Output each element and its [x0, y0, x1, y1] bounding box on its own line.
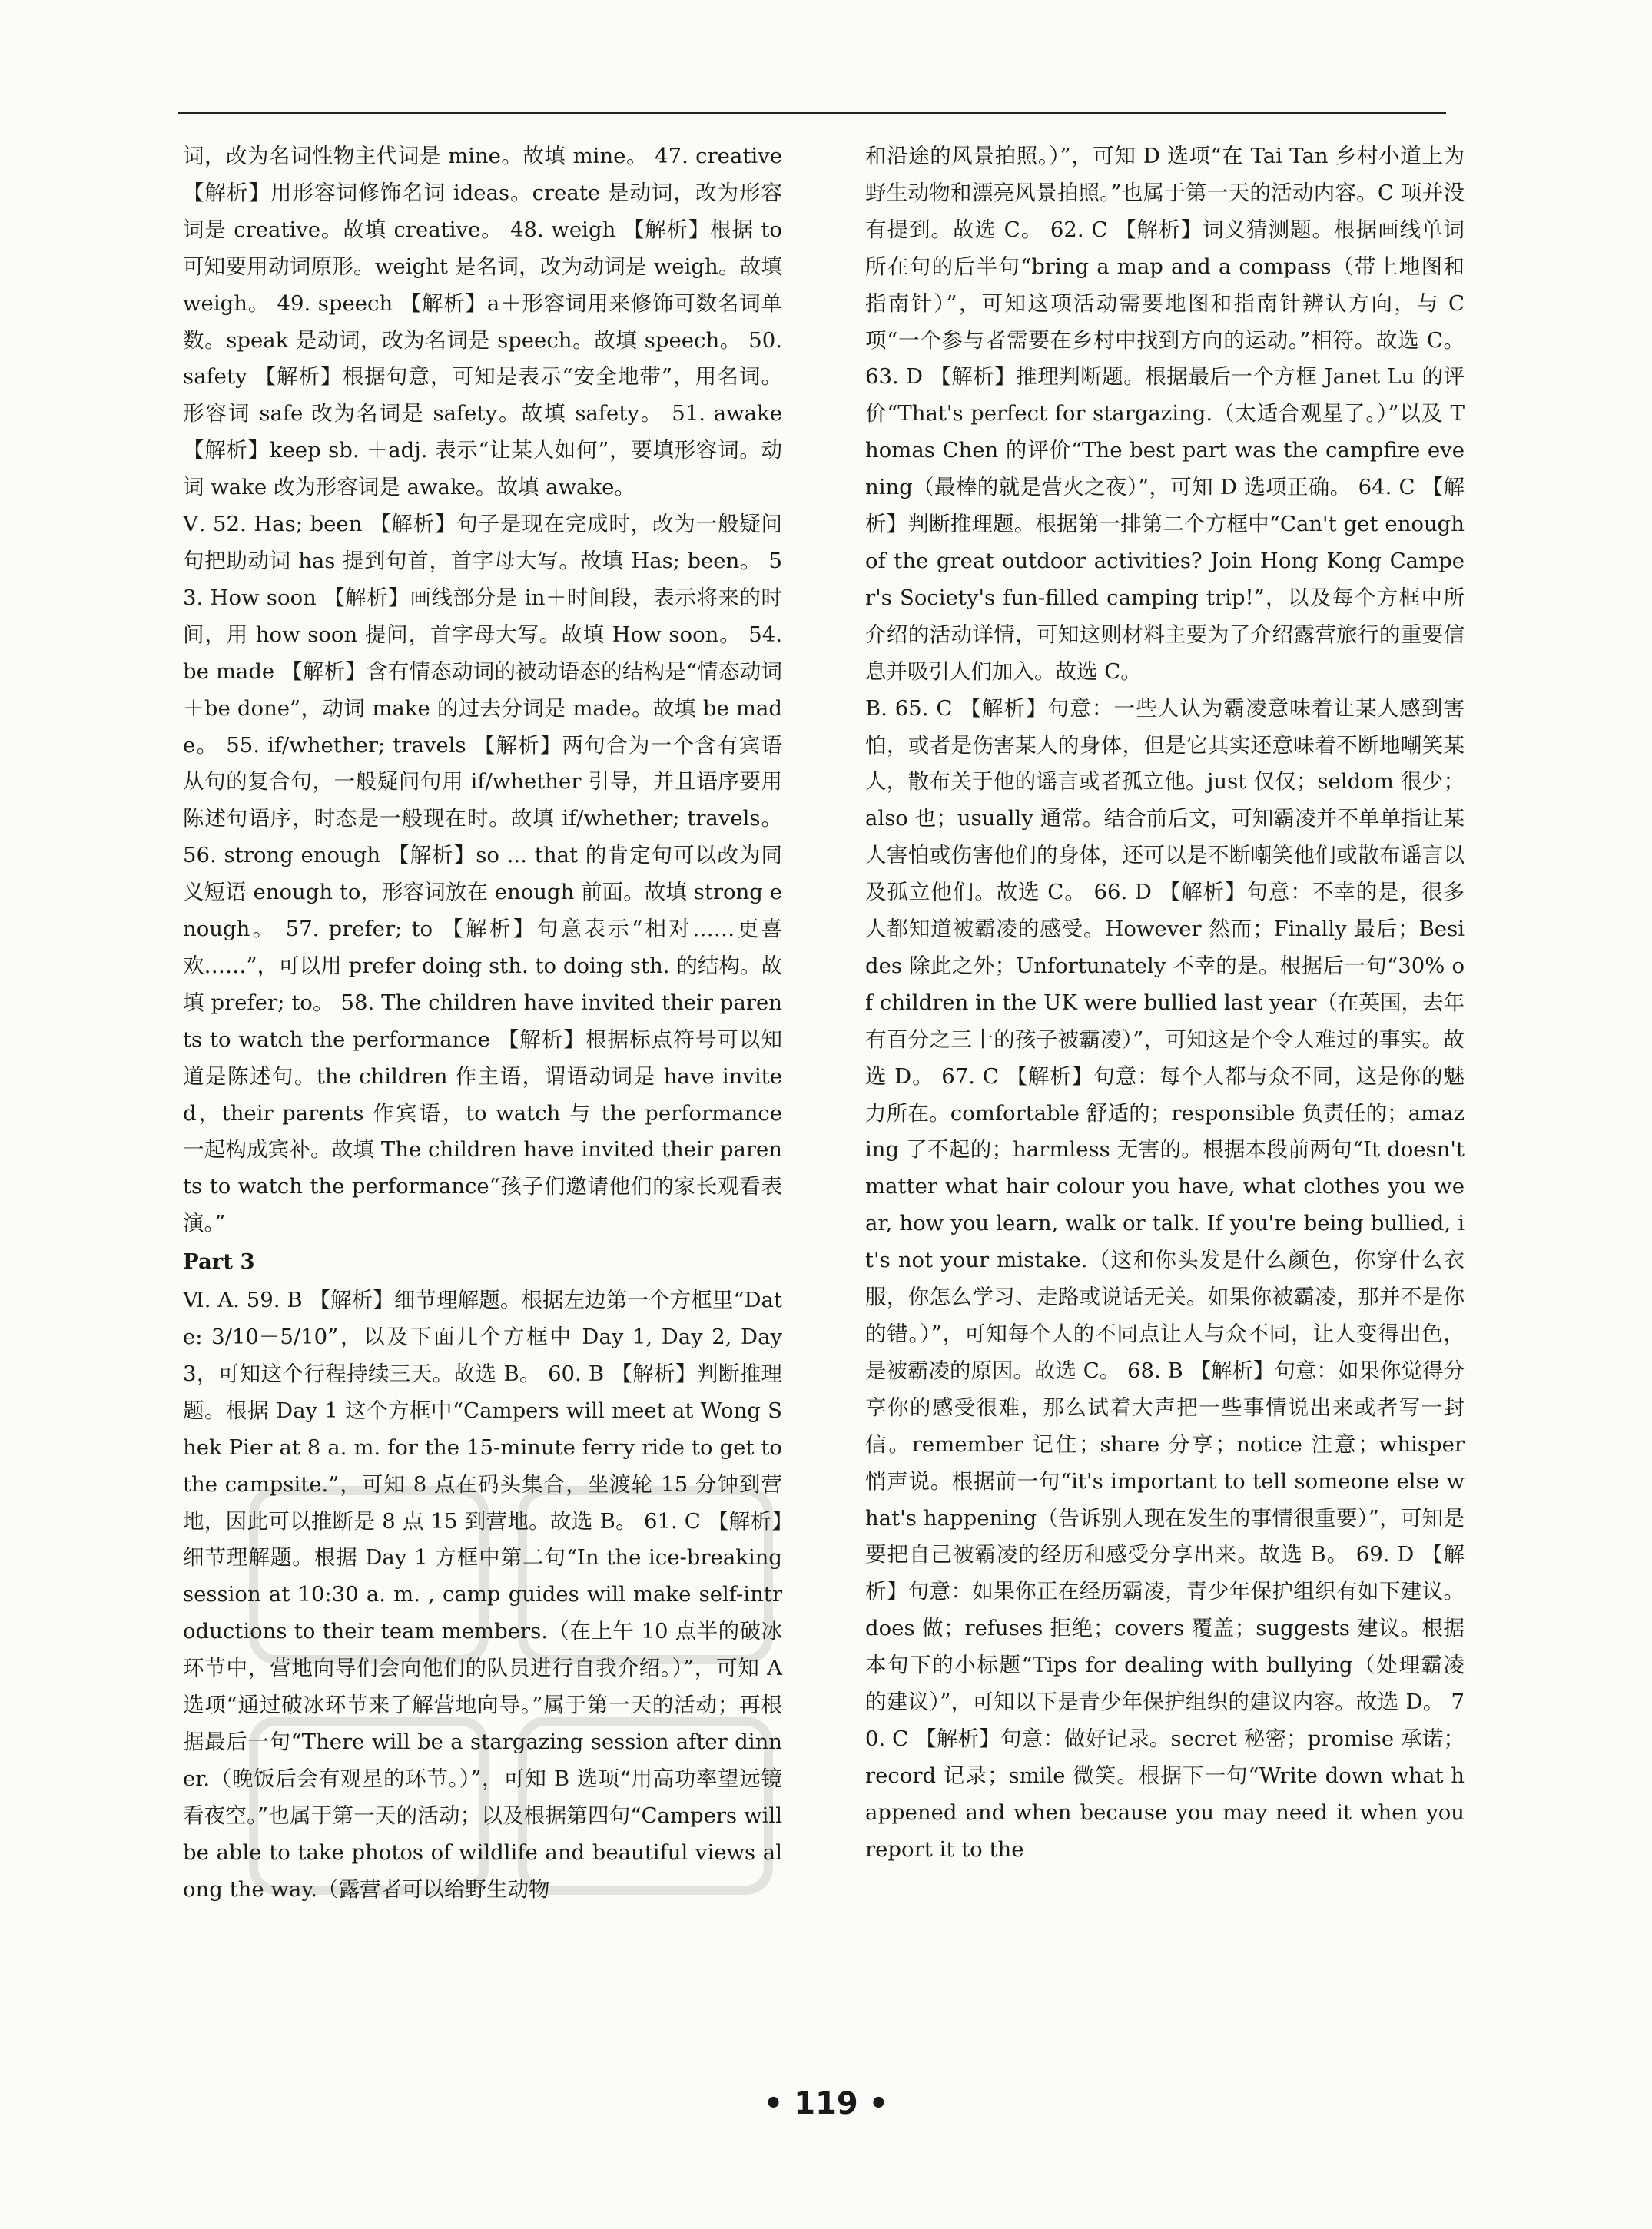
paragraph-section-b: B. 65. C 【解析】句意：一些人认为霸凌意味着让某人感到害怕，或者是伤害某人的身体，但是它其实还意味着不断地嘲笑某人，散布关于他的谣言或者孤立他。just 仅仅；seldom 很少；also 也；usually 通常。结合前后文，可知霸凌并不单单指让某人害怕或伤害他们的身体，还可以是不断嘲笑他们或散布谣言以及孤立他们。故选 C。 66. D 【解析】句意：不幸的是，很多人都知道被霸凌的感受。However 然而；Finally 最后；Besides 除此之外；Unfortunately 不幸的是。根据后一句“30% of children in the UK were bullied last year（在英国，去年有百分之三十的孩子被霸凌）”，可知这是个令人难过的事实。故选 D。 67. C 【解析】句意：每个人都与众不同，这是你的魅力所在。comfortable 舒适的；responsible 负责任的；amazing 了不起的；harmless 无害的。根据本段前两句“It doesn't matter what hair colour you have, what clothes you wear, how you learn, walk or talk. If you're being bullied, it's not your mistake.（这和你头发是什么颜色，你穿什么衣服，你怎么学习、走路或说话无关。如果你被霸凌，那并不是你的错。）”，可知每个人的不同点让人与众不同，让人变得出色，是被霸凌的原因。故选 C。 68. B 【解析】句意：如果你觉得分享你的感受很难，那么试着大声把一些事情说出来或者写一封信。remember 记住；share 分享；notice 注意；whisper 悄声说。根据前一句“it's important to tell someone else what's happening（告诉别人现在发生的事情很重要）”，可知是要把自己被霸凌的经历和感受分享出来。故选 B。 69. D 【解析】句意：如果你正在经历霸凌，青少年保护组织有如下建议。does 做；refuses 拒绝；covers 覆盖；suggests 建议。根据本句下的小标题“Tips for dealing with bullying（处理霸凌的建议）”，可知以下是青少年保护组织的建议内容。故选 D。 70. C 【解析】句意：做好记录。secret 秘密；promise 承诺；record 记录；smile 微笑。根据下一句“Write down what happened and when because you may need it when you report it to the [865, 695, 1465, 1862]
page-number: • 119 • [763, 2086, 889, 2121]
part-heading: Part 3 [183, 1249, 255, 1275]
paragraph-61-64: 和沿途的风景拍照。）”，可知 D 选项“在 Tai Tan 乡村小道上为野生动物和漂亮风景拍照。”也属于第一天的活动内容。C 项并没有提到。故选 C。 62. C 【解析】词义猜测题。根据画线单词所在句的后半句“bring a map and a compass（带上地图和指南针）”，可知这项活动需要地图和指南针辨认方向，与 C 项“一个参与者需要在乡村中找到方向的运动。”相符。故选 C。 63. D 【解析】推理判断题。根据最后一个方框 Janet Lu 的评价“That's perfect for stargazing.（太适合观星了。）”以及 Thomas Chen 的评价“The best part was the campfire evening（最棒的就是营火之夜）”，可知 D 选项正确。 64. C 【解析】判断推理题。根据第一排第二个方框中“Can't get enough of the great outdoor activities? Join Hong Kong Camper's Society's fun-filled camping trip!”，以及每个方框中所介绍的活动详情，可知这则材料主要为了介绍露营旅行的重要信息并吸引人们加入。故选 C。 [865, 144, 1465, 684]
paragraph-47-51: 词，改为名词性物主代词是 mine。故填 mine。 47. creative 【解析】用形容词修饰名词 ideas。create 是动词，改为形容词是 creative。故填 creative。 48. weigh 【解析】根据 to 可知要用动词原形。weight 是名词，改为动词是 weigh。故填 weigh。 49. speech 【解析】a＋形容词用来修饰可数名词单数。speak 是动词，改为名词是 speech。故填 speech。 50. safety 【解析】根据句意，可知是表示“安全地带”，用名词。形容词 safe 改为名词是 safety。故填 safety。 51. awake 【解析】keep sb. ＋adj. 表示“让某人如何”，要填形容词。动词 wake 改为形容词是 awake。故填 awake。 [183, 144, 782, 500]
header-rule [178, 112, 1446, 114]
paragraph-section-vi-a: Ⅵ. A. 59. B 【解析】细节理解题。根据左边第一个方框里“Date: 3/10－5/10”，以及下面几个方框中 Day 1, Day 2, Day 3，可知这个行程持续三天。故选 B。 60. B 【解析】判断推理题。根据 Day 1 这个方框中“Campers will meet at Wong Shek Pier at 8 a. m. for the 15-minute ferry ride to get to the campsite.”，可知 8 点在码头集合，坐渡轮 15 分钟到营地，因此可以推断是 8 点 15 到营地。故选 B。 61. C 【解析】细节理解题。根据 Day 1 方框中第二句“In the ice-breaking session at 10:30 a. m. , camp guides will make self-introductions to their team members.（在上午 10 点半的破冰环节中，营地向导们会向他们的队员进行自我介绍。）”，可知 A 选项“通过破冰环节来了解营地向导。”属于第一天的活动；再根据最后一句“There will be a stargazing session after dinner.（晚饭后会有观星的环节。）”，可知 B 选项“用高功率望远镜看夜空。”也属于第一天的活动；以及根据第四句“Campers will be able to take photos of wildlife and beautiful views along the way.（露营者可以给野生动物 [183, 1288, 782, 1902]
left-column [183, 138, 782, 1909]
paragraph-section-v: Ⅴ. 52. Has; been 【解析】句子是现在完成时，改为一般疑问句把助动词 has 提到句首，首字母大写。故填 Has; been。 53. How soon 【解析】画线部分是 in＋时间段，表示将来的时间，用 how soon 提问，首字母大写。故填 How soon。 54. be made 【解析】含有情态动词的被动语态的结构是“情态动词＋be done”，动词 make 的过去分词是 made。故填 be made。 55. if/whether; travels 【解析】两句合为一个含有宾语从句的复合句，一般疑问句用 if/whether 引导，并且语序要用陈述句语序，时态是一般现在时。故填 if/whether; travels。 56. strong enough 【解析】so ... that 的肯定句可以改为同义短语 enough to，形容词放在 enough 前面。故填 strong enough。 57. prefer; to 【解析】句意表示“相对……更喜欢……”，可以用 prefer doing sth. to doing sth. 的结构。故填 prefer; to。 58. The children have invited their parents to watch the performance 【解析】根据标点符号可以知道是陈述句。the children 作主语，谓语动词是 have invited，their parents 作宾语，to watch 与 the performance 一起构成宾补。故填 The children have invited their parents to watch the performance“孩子们邀请他们的家长观看表演。” [183, 512, 782, 1236]
right-column [865, 138, 1465, 1869]
